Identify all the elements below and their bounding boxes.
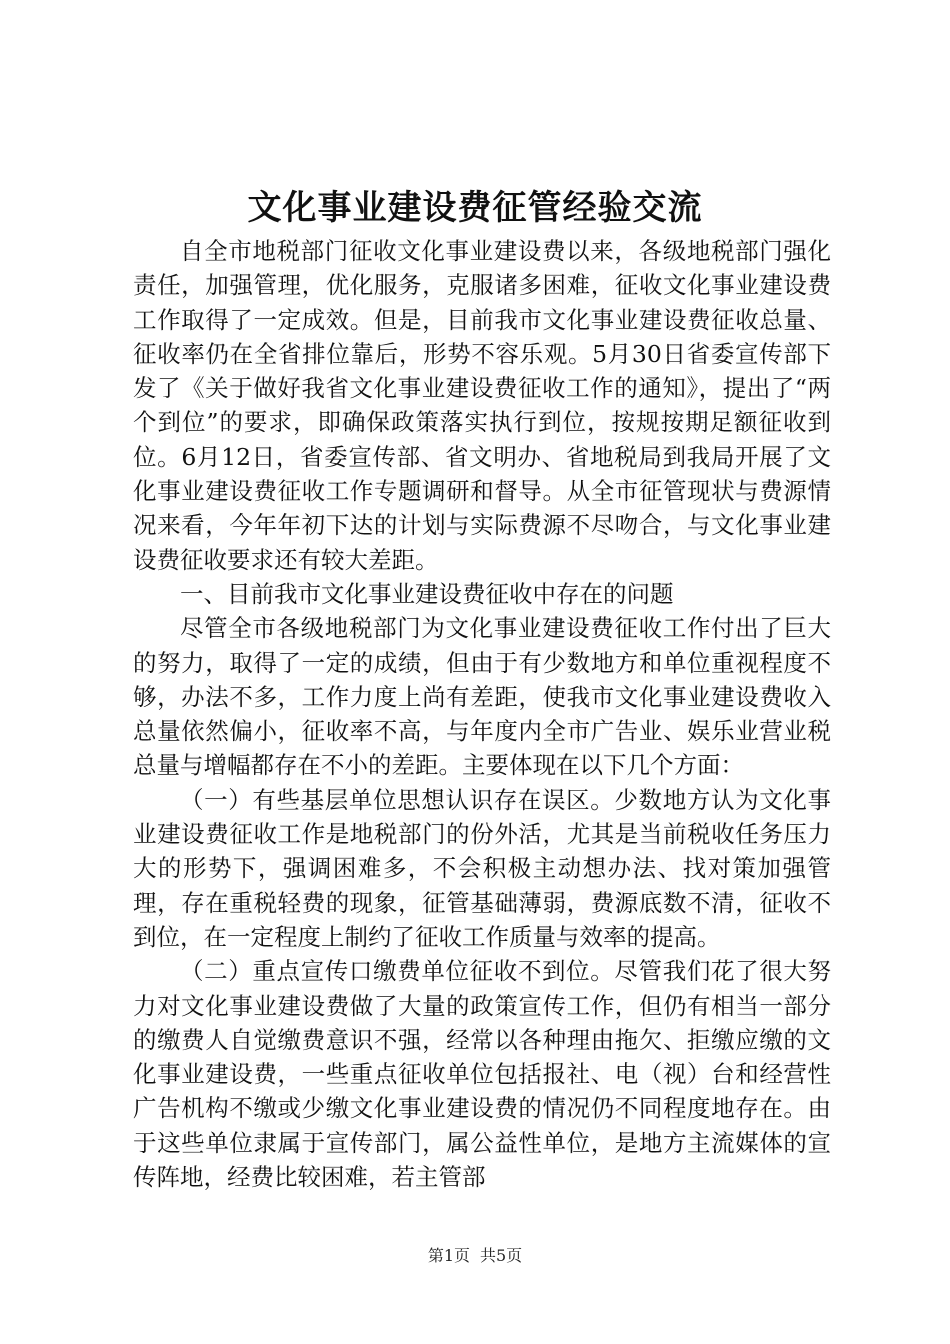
paragraph-problems-overview: 尽管全市各级地税部门为文化事业建设费征收工作付出了巨大的努力，取得了一定的成绩，但由于有少数地方和单位重视程度不够，办法不多，工作力度上尚有差距，使我市文化事业建设费收入总量依然偏小，征收率不高，与年度内全市广告业、娱乐业营业税总量与增幅都存在不小的差距。主要体现在以下几个方面： bbox=[133, 614, 831, 780]
page-total: 共5页 bbox=[480, 1246, 523, 1265]
document-title: 文化事业建设费征管经验交流 bbox=[247, 188, 703, 228]
paragraph-intro: 自全市地税部门征收文化事业建设费以来，各级地税部门强化责任，加强管理，优化服务，克服诸多困难，征收文化事业建设费工作取得了一定成效。但是，目前我市文化事业建设费征收总量、征收率仍在全省排位靠后，形势不容乐观。5月30日省委宣传部下发了《关于做好我省文化事业建设费征收工作的通知》，提出了“两个到位”的要求，即确保政策落实执行到位，按规按期足额征收到位。6月12日，省委宣传部、省文明办、省地税局到我局开展了文化事业建设费征收工作专题调研和督导。从全市征管现状与费源情况来看，今年年初下达的计划与实际费源不尽吻合，与文化事业建设费征收要求还有较大差距。 bbox=[133, 237, 831, 574]
paragraph-point-1: （一）有些基层单位思想认识存在误区。少数地方认为文化事业建设费征收工作是地税部门的份外活，尤其是当前税收任务压力大的形势下，强调困难多，不会积极主动想办法、找对策加强管理，存在重税轻费的现象，征管基础薄弱，费源底数不清，征收不到位，在一定程度上制约了征收工作质量与效率的提高。 bbox=[133, 785, 831, 951]
page-footer bbox=[0, 1246, 950, 1266]
document-body bbox=[133, 234, 831, 1194]
paragraph-point-2: （二）重点宣传口缴费单位征收不到位。尽管我们花了很大努力对文化事业建设费做了大量的政策宣传工作，但仍有相当一部分的缴费人自觉缴费意识不强，经常以各种理由拖欠、拒缴应缴的文化事业建设费，一些重点征收单位包括报社、电（视）台和经营性广告机构不缴或少缴文化事业建设费的情况仍不同程度地存在。由于这些单位隶属于宣传部门，属公益性单位，是地方主流媒体的宣传阵地，经费比较困难，若主管部 bbox=[133, 957, 831, 1192]
page-number: 第1页 bbox=[427, 1246, 470, 1265]
section-heading-problems: 一、目前我市文化事业建设费征收中存在的问题 bbox=[180, 579, 674, 608]
